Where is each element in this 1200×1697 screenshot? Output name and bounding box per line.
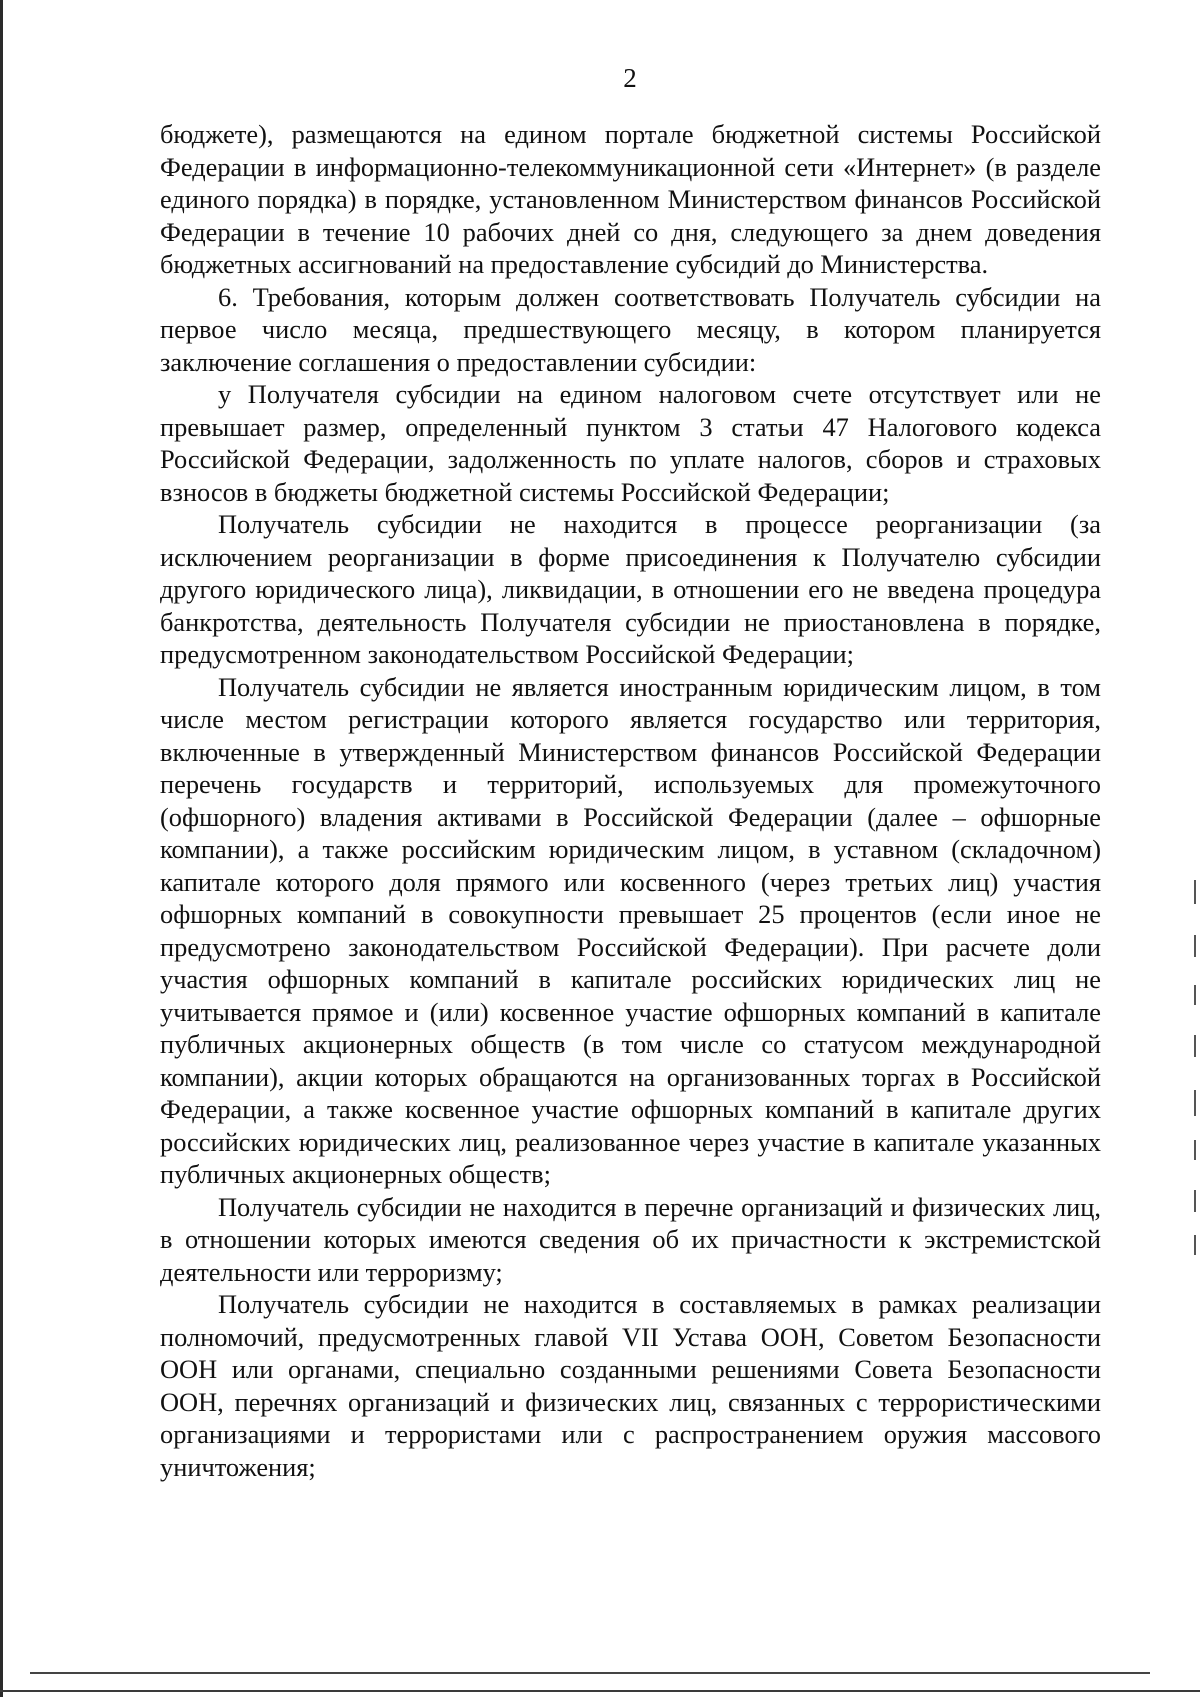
scan-margin-mark — [1194, 1235, 1196, 1255]
scan-margin-mark — [1194, 1140, 1196, 1160]
scan-margin-mark — [1194, 935, 1196, 957]
paragraph-extremism-list: Получатель субсидии не находится в перечне организаций и физических лиц, в отношении которых имеются сведения об их причастности к экстремистской деятельности или терроризму; — [160, 1191, 1101, 1287]
scan-margin-mark — [1194, 880, 1196, 904]
paragraph-tax-debt: у Получателя субсидии на едином налоговом счете отсутствует или не превышает размер, определенный пунктом 3 статьи 47 Налогового кодекса Российской Федерации, задолженность по уплате налогов, сборов и страховых взносов в бюджеты бюджетной системы Российской Федерации; — [160, 379, 1101, 507]
paragraph-budget-portal: бюджете), размещаются на едином портале бюджетной системы Российской Федерации в информационно-телекоммуникационной сети «Интернет» (в разделе единого порядка) в порядке, установленном Министерством финансов Российской Федерации в течение 10 рабочих дней со дня, следующего за днем доведения бюджетных ассигнований на предоставление субсидий до Министерства. — [160, 119, 1101, 279]
scan-margin-mark — [1194, 1035, 1196, 1057]
paragraph-offshore: Получатель субсидии не является иностранным юридическим лицом, в том числе местом регистрации которого является государство или территория, включенные в утвержденный Министерством финансов Российской Федерации перечень государств и территорий, используемых для промежуточного (офшорного) владения активами в Российской Федерации (далее – офшорные компании), а также российским юридическим лицом, в уставном (складочном) капитале которого доля прямого или косвенного (через третьих лиц) участия офшорных компаний в совокупности превышает 25 процентов (если иное не предусмотрено законодательством Российской Федерации). При расчете доли участия офшорных компаний в капитале российских юридических лиц не учитывается прямое и (или) косвенное участие офшорных компаний в капитале публичных акционерных обществ (в том числе со статусом международной компании), акции которых обращаются на организованных торгах в Российской Федерации, а также косвенное участие офшорных компаний в капитале других российских юридических лиц, реализованное через участие в капитале указанных публичных акционерных обществ; — [160, 671, 1101, 1189]
scan-left-edge — [0, 0, 3, 1697]
document-body — [160, 118, 1101, 1483]
scan-bottom-edge — [0, 1690, 1200, 1692]
paragraph-un-sanctions: Получатель субсидии не находится в составляемых в рамках реализации полномочий, предусмотренных главой VII Устава ООН, Советом Безопасности ООН или органами, специально созданными решениями Совета Безопасности ООН, перечнях организаций и физических лиц, связанных с террористическими организациями и террористами или с распространением оружия массового уничтожения; — [160, 1289, 1101, 1482]
scan-margin-mark — [1194, 1190, 1196, 1212]
paragraph-requirements-intro: 6. Требования, которым должен соответствовать Получатель субсидии на первое число месяца, предшествующего месяцу, в котором планируется заключение соглашения о предоставлении субсидии: — [160, 281, 1101, 377]
paragraph-reorganization: Получатель субсидии не находится в процессе реорганизации (за исключением реорганизации в форме присоединения к Получателю субсидии другого юридического лица), ликвидации, в отношении его не введена процедура банкротства, деятельность Получателя субсидии не приостановлена в порядке, предусмотренном законодательством Российской Федерации; — [160, 509, 1101, 669]
scan-margin-mark — [1194, 1090, 1196, 1116]
page-number: 2 — [623, 63, 637, 93]
scan-bottom-line — [30, 1672, 1150, 1674]
scan-margin-mark — [1194, 985, 1196, 1005]
